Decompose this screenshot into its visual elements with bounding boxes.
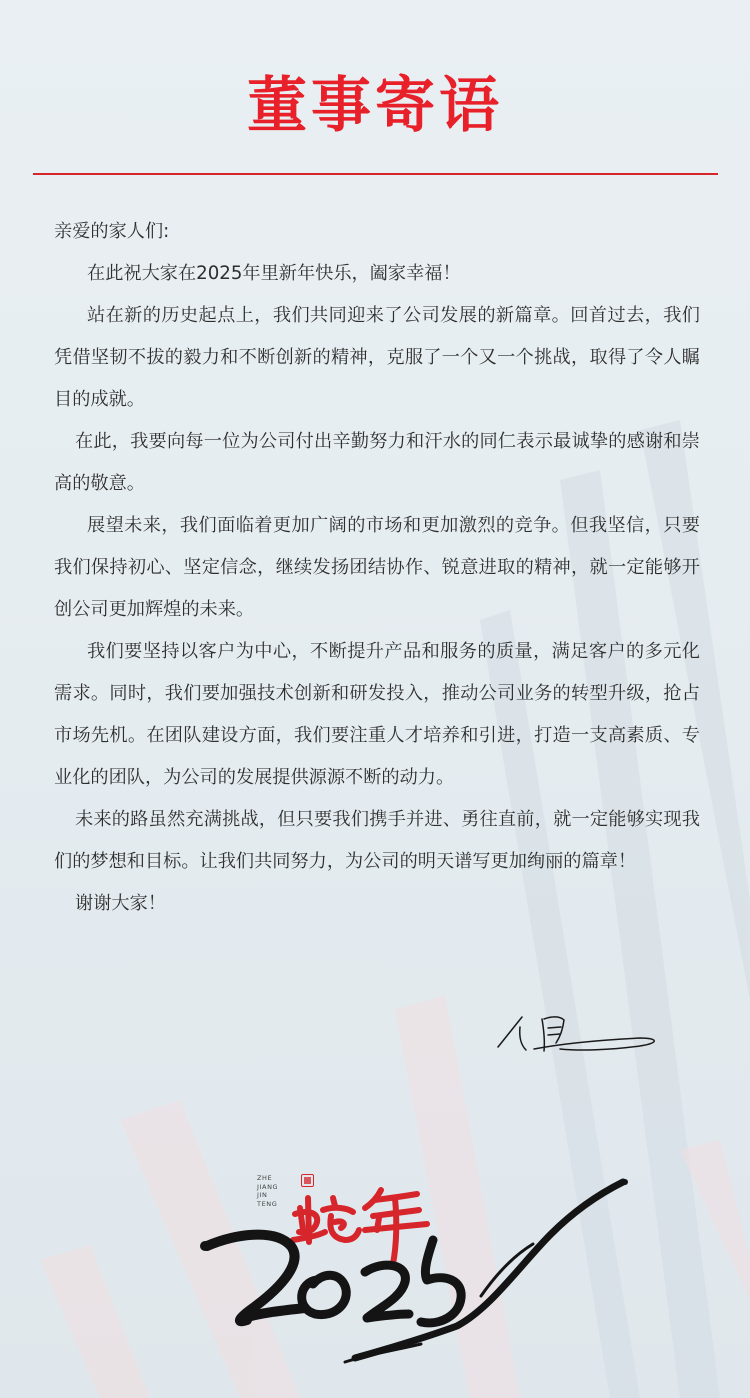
letter-paragraph: 我们要坚持以客户为中心，不断提升产品和服务的质量，满足客户的多元化需求。同时，我们要加强技术创新和研发投入，推动公司业务的转型升级，抢占市场先机。在团队建设方面，我们要注重人才培养和引进，打造一支高素质、专业化的团队，为公司的发展提供源源不断的动力。	[54, 641, 700, 788]
letter-paragraph: 展望未来，我们面临着更加广阔的市场和更加激烈的竞争。但我坚信，只要我们保持初心、坚定信念，继续发扬团结协作、锐意进取的精神，就一定能够开创公司更加辉煌的未来。	[54, 515, 700, 620]
letter-greeting: 亲爱的家人们:	[54, 221, 170, 242]
letter-closing: 谢谢大家！	[75, 893, 166, 914]
handwritten-signature	[490, 1005, 665, 1060]
letter-paragraph: 站在新的历史起点上，我们共同迎来了公司发展的新篇章。回首过去，我们凭借坚韧不拔的毅力和不断创新的精神，克服了一个又一个挑战，取得了令人瞩目的成就。	[54, 305, 700, 410]
letter-body	[54, 211, 700, 925]
letter-paragraph: 在此祝大家在2025年里新年快乐，阖家幸福！	[87, 263, 461, 284]
page-title: 董事寄语	[247, 71, 503, 141]
red-seal-stamp	[301, 1174, 314, 1187]
title-divider	[33, 173, 718, 175]
letter-paragraph: 未来的路虽然充满挑战，但只要我们携手并进、勇往直前，就一定能够实现我们的梦想和目标。让我们共同努力，为公司的明天谱写更加绚丽的篇章！	[54, 809, 700, 872]
letter-paragraph: 在此，我要向每一位为公司付出辛勤努力和汗水的同仁表示最诚挚的感谢和崇高的敬意。	[54, 431, 700, 494]
brand-name: ZHE JIANG JIN TENG	[257, 1174, 279, 1208]
